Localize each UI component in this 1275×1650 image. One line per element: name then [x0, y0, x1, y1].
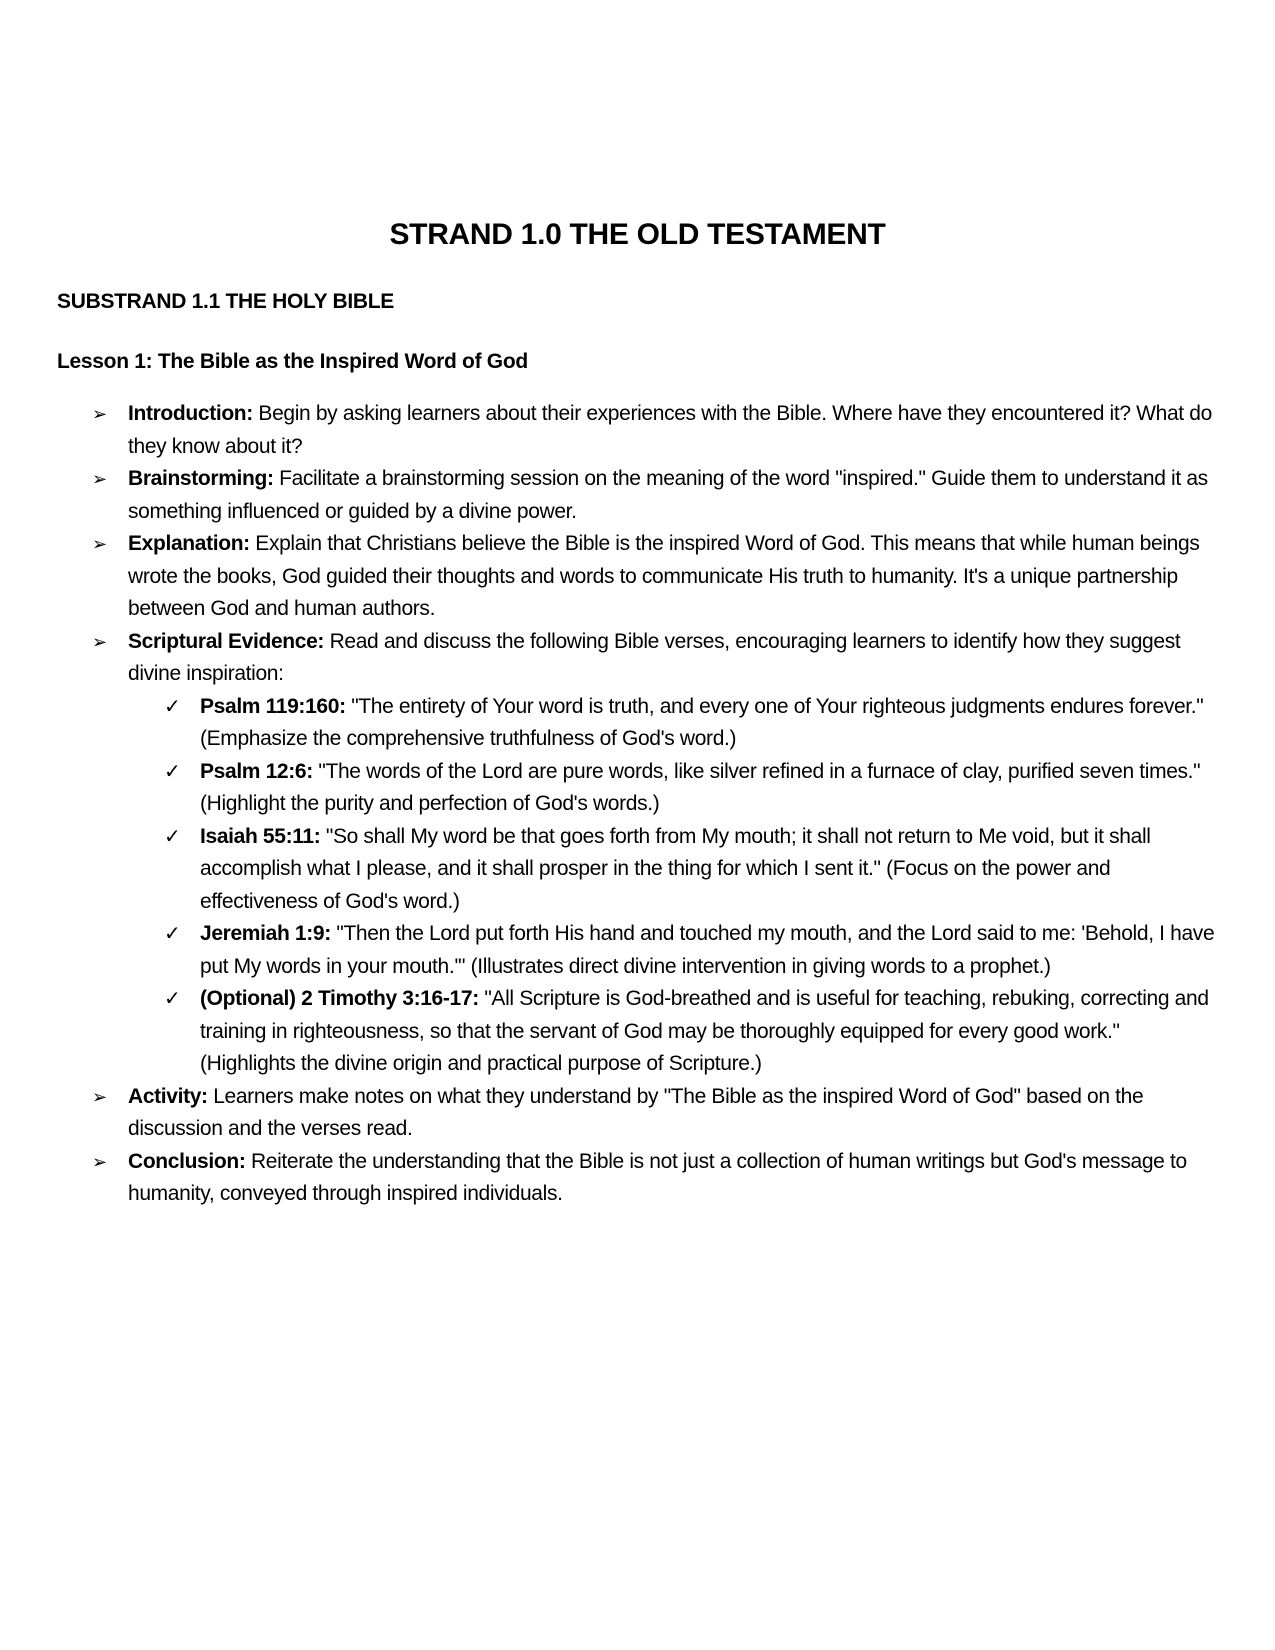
verse-text: "So shall My word be that goes forth from My mouth; it shall not return to Me void, but it shall accomplish what I please, and it shall prosper in the thing for which I sent it." (Focus on the power and effectiveness of God's word.)	[200, 824, 1151, 913]
arrow-bullet-icon: ➢	[92, 631, 107, 652]
checkmark-icon: ✓	[164, 825, 181, 848]
substrand-heading: SUBSTRAND 1.1 THE HOLY BIBLE	[57, 290, 394, 313]
arrow-bullet-icon: ➢	[92, 404, 107, 424]
lesson-steps-list	[0, 398, 1275, 1211]
list-item-scriptural-evidence	[0, 626, 1218, 691]
item-label: Brainstorming:	[128, 467, 274, 490]
verse-label: Psalm 12:6:	[200, 759, 313, 783]
item-text: Read and discuss the following Bible verses, encouraging learners to identify how they suggest divine inspiration:	[128, 629, 1181, 685]
item-text: Reiterate the understanding that the Bible is not just a collection of human writings but God's message to humanity, conveyed through inspired individuals.	[128, 1149, 1187, 1205]
verse-label: (Optional) 2 Timothy 3:16-17:	[200, 987, 479, 1010]
verse-label: Psalm 119:160:	[200, 694, 346, 718]
checkmark-icon: ✓	[164, 923, 181, 945]
checkmark-icon: ✓	[164, 988, 181, 1010]
verse-label: Isaiah 55:11:	[200, 824, 321, 848]
list-item-explanation	[0, 528, 1218, 626]
verse-item-psalm-119	[0, 691, 1218, 756]
item-label: Conclusion:	[128, 1149, 246, 1173]
verse-text: "The words of the Lord are pure words, like silver refined in a furnace of clay, purified seven times." (Highlight the purity and perfection of God's words.)	[200, 759, 1201, 815]
arrow-bullet-icon: ➢	[92, 1151, 107, 1172]
arrow-bullet-icon: ➢	[92, 534, 107, 554]
verse-item-psalm-12	[0, 756, 1218, 821]
arrow-bullet-icon: ➢	[92, 1086, 107, 1107]
item-label: Introduction:	[128, 402, 253, 425]
item-text: Learners make notes on what they understand by "The Bible as the inspired Word of God" based on the discussion and the verses read.	[128, 1084, 1144, 1140]
list-item-activity	[0, 1081, 1218, 1146]
verse-label: Jeremiah 1:9:	[200, 922, 331, 945]
item-text: Begin by asking learners about their experiences with the Bible. Where have they encountered it? What do they know about it?	[128, 402, 1212, 458]
verse-text: "All Scripture is God-breathed and is useful for teaching, rebuking, correcting and training in righteousness, so that the servant of God may be thoroughly equipped for every good work." (Highlights the divine origin and practical purpose of Scripture.)	[200, 987, 1209, 1075]
list-item-brainstorming	[0, 463, 1218, 528]
verse-item-jeremiah-1	[0, 918, 1218, 983]
list-item-introduction	[0, 398, 1218, 463]
verse-text: "Then the Lord put forth His hand and touched my mouth, and the Lord said to me: 'Behold, I have put My words in your mouth.'" (Illustrates direct divine intervention in giving words to a prophet.)	[200, 922, 1215, 978]
list-item-conclusion	[0, 1146, 1218, 1211]
lesson-heading: Lesson 1: The Bible as the Inspired Word of God	[57, 350, 528, 373]
arrow-bullet-icon: ➢	[92, 469, 107, 489]
verse-text: "The entirety of Your word is truth, and every one of Your righteous judgments endures forever." (Emphasize the comprehensive truthfulness of God's word.)	[200, 694, 1204, 750]
checkmark-icon: ✓	[164, 695, 181, 718]
verse-item-isaiah-55	[0, 821, 1218, 919]
item-text: Explain that Christians believe the Bible is the inspired Word of God. This means that while human beings wrote the books, God guided their thoughts and words to communicate His truth to humanity. It's a unique partnership between God and human authors.	[128, 532, 1200, 620]
checkmark-icon: ✓	[164, 760, 181, 783]
item-label: Activity:	[128, 1084, 208, 1108]
item-label: Explanation:	[128, 532, 250, 555]
item-text: Facilitate a brainstorming session on the meaning of the word "inspired." Guide them to understand it as something influenced or guided by a divine power.	[128, 467, 1208, 523]
verse-item-2-timothy-3	[0, 983, 1218, 1081]
page-title: STRAND 1.0 THE OLD TESTAMENT	[389, 218, 886, 251]
item-label: Scriptural Evidence:	[128, 629, 325, 653]
